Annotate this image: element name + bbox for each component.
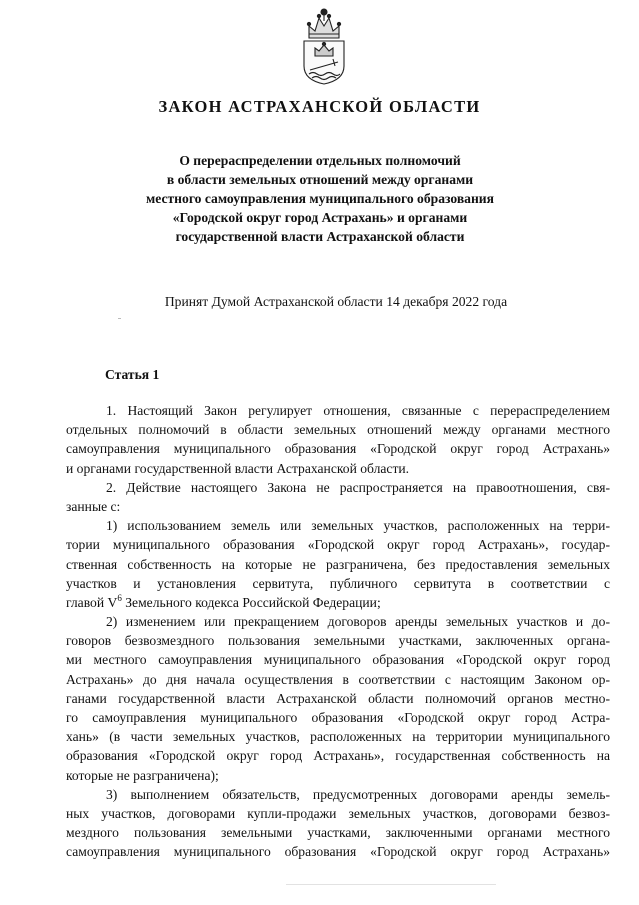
- law-title: ЗАКОН АСТРАХАНСКОЙ ОБЛАСТИ: [158, 97, 481, 116]
- subtitle-line: государственной власти Астраханской области: [175, 229, 465, 244]
- text-line: 2. Действие настоящего Закона не распространяется на правоотношения, свя-: [106, 479, 610, 495]
- article-heading: Статья 1: [105, 367, 160, 382]
- text-line: 1) использованием земель или земельных участков, расположенных на терри-: [106, 518, 610, 534]
- text-line: ных участков, договорами купли-продажи земельных участков, договорами безвоз-: [66, 805, 610, 821]
- text-line: образования «Городской округ город Астрахань», государственная собственность на: [66, 748, 610, 764]
- subtitle-line: в области земельных отношений между органами: [166, 172, 474, 187]
- text-line: говоров безвозмездного пользования земельными участками, заключенных органа-: [66, 633, 610, 649]
- text-line: участков и установления сервитута, публичного сервитута в соответствии с: [66, 575, 610, 591]
- text-line: 2) изменением или прекращением договоров аренды земельных участков и до-: [106, 614, 610, 630]
- text-line: ми местного самоуправления муниципального образования «Городской округ город: [66, 652, 610, 668]
- subtitle-line: О перераспределении отдельных полномочий: [179, 153, 461, 168]
- text-line: и органами государственной власти Астраханской области.: [66, 460, 410, 476]
- text-fragment: Земельного кодекса Российской Федерации;: [121, 594, 381, 610]
- text-line: самоуправления муниципального образования «Городской округ город Астрахань»: [66, 844, 610, 860]
- text-line: занные с:: [66, 498, 121, 514]
- text-line: 1. Настоящий Закон регулирует отношения, связанные с перераспределением: [106, 403, 610, 418]
- text-line: ственная собственность на которые не разграничена, без предоставления земельных: [66, 556, 610, 572]
- law-subtitle: [60, 151, 580, 246]
- text-line: 3) выполнением обязательств, предусмотренных договорами аренды земель-: [106, 786, 610, 802]
- article-body: [66, 401, 610, 862]
- scan-mark: [118, 318, 121, 319]
- subtitle-line: местного самоуправления муниципального образования: [146, 191, 494, 206]
- text-line: Астрахань» до дня начала осуществления в соответствии с настоящим Законом ор-: [66, 671, 610, 687]
- text-line: отдельных полномочий в области земельных отношений между органами местного: [66, 422, 610, 438]
- scan-edge-line: [286, 884, 496, 885]
- superscript: 6: [117, 592, 122, 603]
- text-fragment: главой V: [66, 594, 118, 610]
- text-line: хань» (в части земельных участков, расположенных на территории муниципального: [66, 729, 610, 745]
- text-line: самоуправления муниципального образования «Городской округ город Астрахань»: [66, 441, 610, 457]
- coat-of-arms-icon: [295, 4, 353, 86]
- subtitle-line: «Городской округ город Астрахань» и органами: [172, 210, 468, 225]
- text-line: го самоуправления муниципального образования «Городской округ город Астра-: [66, 710, 610, 725]
- text-line: ганами государственной власти Астраханской области полномочий органов местно-: [66, 690, 610, 706]
- adoption-statement: Принят Думой Астраханской области 14 декабря 2022 года: [164, 294, 508, 309]
- text-line: мездного пользования земельными участками, заключенными органами местного: [66, 825, 610, 841]
- text-line: тории муниципального образования «Городской округ город Астрахань», государ-: [66, 537, 610, 553]
- text-line: [66, 593, 610, 612]
- text-line: которые не разграничена);: [66, 767, 219, 783]
